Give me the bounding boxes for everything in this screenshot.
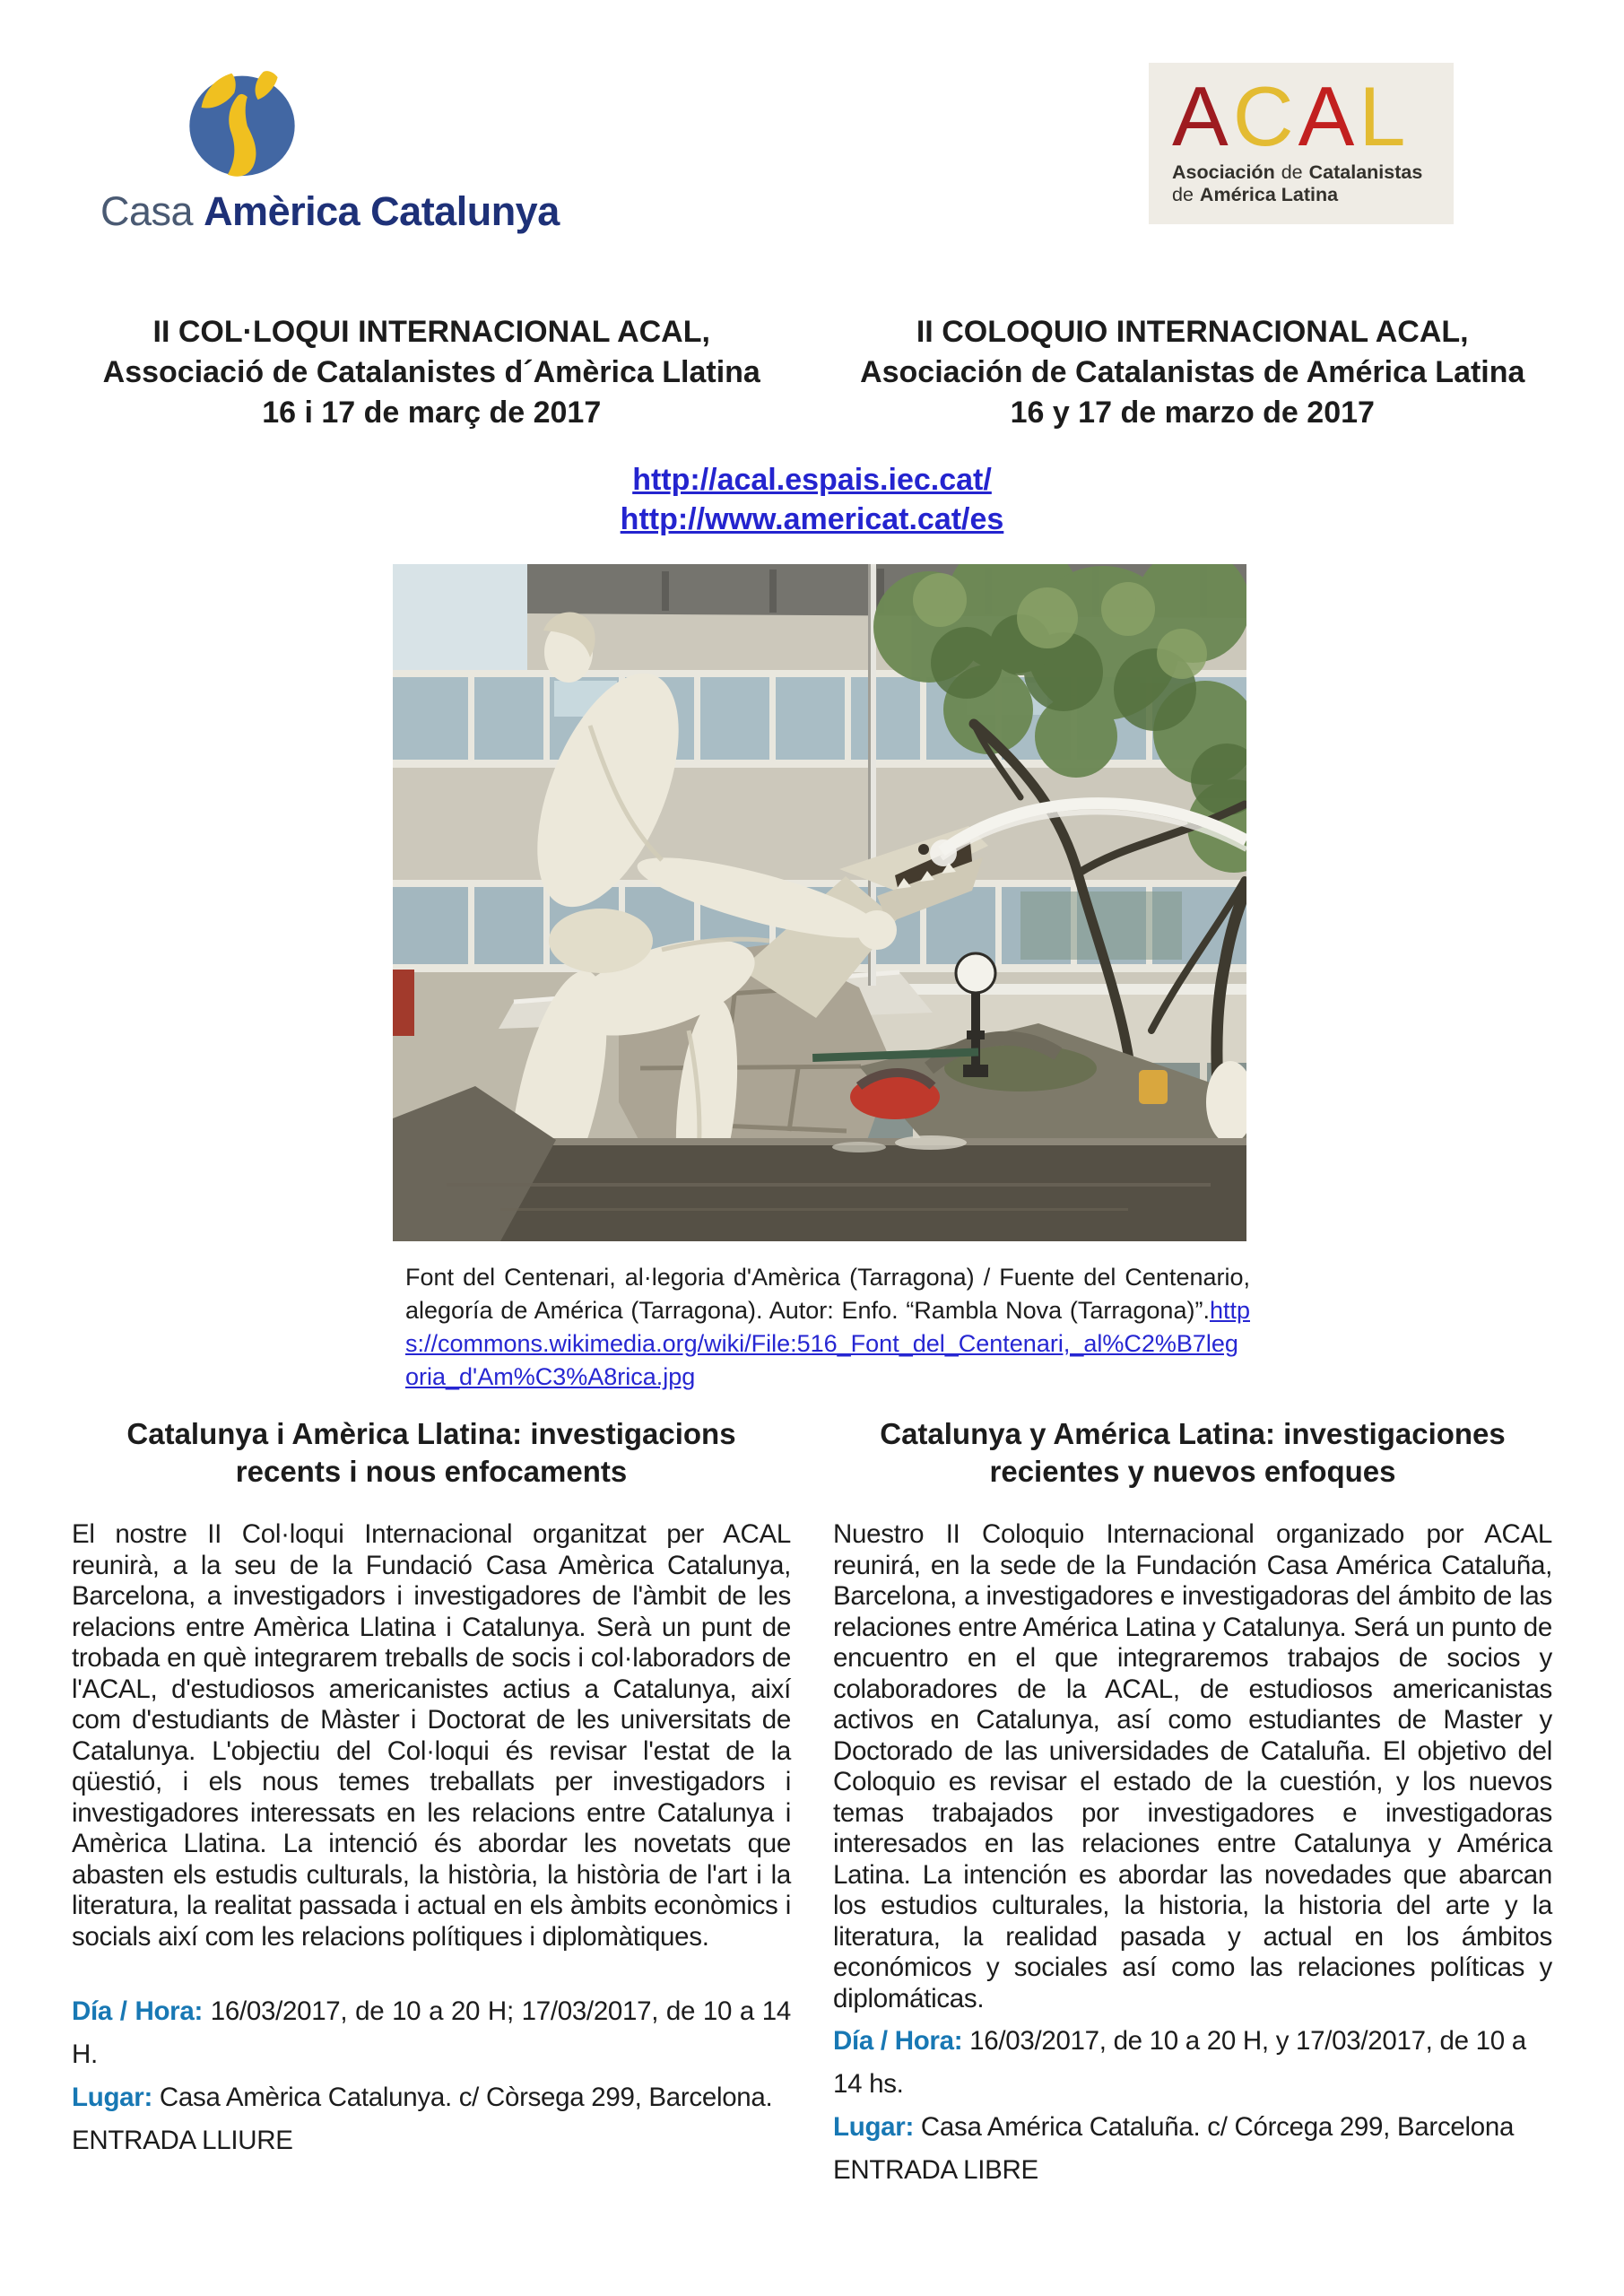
acal-subtitle-line2: de América Latina [1172, 184, 1339, 205]
section-title-spanish: Catalunya y América Latina: investigaciones recientes y nuevos enfoques [880, 1417, 1506, 1488]
place-text-ca: Casa Amèrica Catalunya. c/ Còrsega 299, Barcelona. [152, 2083, 773, 2112]
event-links [0, 460, 1624, 539]
detail-place-es [833, 2106, 1552, 2149]
place-label-ca: Lugar: [72, 2083, 152, 2112]
logos-row [0, 0, 1624, 235]
photo-caption [405, 1261, 1250, 1394]
globe-americas-icon [170, 63, 314, 181]
photo-caption-text: Font del Centenari, al·legoria d'Amèrica (Tarragona) / Fuente del Centenario, alegoría de América (Tarragona). Autor: Enfo. “Rambla Nova (Tarragona)”. [405, 1264, 1250, 1324]
event-title-spanish [833, 312, 1553, 433]
event-details-spanish [833, 2020, 1552, 2192]
event-title-row [0, 312, 1624, 433]
title-line-1-ca: II COL·LOQUI INTERNACIONAL ACAL, [152, 315, 710, 349]
event-title-catalan [72, 312, 792, 433]
title-line-3-es: 16 y 17 de marzo de 2017 [1010, 396, 1375, 430]
casa-word-bold: Amèrica Catalunya [204, 188, 560, 234]
acal-letter-a2: A [1298, 69, 1359, 163]
title-line-2-es: Asociación de Catalanistas de América Latina [860, 355, 1525, 389]
day-text-ca: 16/03/2017, de 10 a 20 H; 17/03/2017, de 10 a 14 H. [72, 1996, 791, 2069]
casa-america-catalunya-logo [100, 63, 560, 235]
detail-day-ca [72, 1990, 791, 2076]
fountain-photo-illustration [393, 564, 1246, 1241]
title-line-3-ca: 16 i 17 de març de 2017 [262, 396, 602, 430]
link-row-1 [0, 460, 1624, 500]
column-catalan [72, 1415, 791, 2192]
acal-letter-a1: A [1172, 69, 1233, 163]
entry-free-ca: ENTRADA LLIURE [72, 2126, 293, 2155]
bilingual-columns [0, 1415, 1624, 2192]
day-label-ca: Día / Hora: [72, 1996, 203, 2026]
title-line-1-es: II COLOQUIO INTERNACIONAL ACAL, [916, 315, 1469, 349]
acal-logo [1149, 63, 1454, 224]
day-text-es: 16/03/2017, de 10 a 20 H, y 17/03/2017, de 10 a 14 hs. [833, 2026, 1526, 2099]
acal-letter-l: L [1359, 69, 1411, 163]
link-americat-site[interactable]: http://www.americat.cat/es [620, 502, 1004, 536]
event-details-catalan [72, 1990, 791, 2162]
title-line-2-ca: Associació de Catalanistes d´Amèrica Llatina [102, 355, 760, 389]
section-title-catalan: Catalunya i Amèrica Llatina: investigacions recents i nous enfocaments [126, 1417, 736, 1488]
place-text-es: Casa América Cataluña. c/ Córcega 299, Barcelona [913, 2112, 1515, 2142]
body-paragraph-spanish: Nuestro II Coloquio Internacional organizado por ACAL reunirá, en la sede de la Fundación Casa América Cataluña, Barcelona, a investigadores e investigadoras del ámbito de las relaciones entre América Latina y Catalunya. Será un punto de encuentro en el que integraremos trabajos de socios y colaboradores de la ACAL, de estudiosos americanistas activos en Catalunya, así como estudiantes de Master y Doctorado de las universidades de Cataluña. El objetivo del Coloquio es revisar el estado de la cuestión, y los nuevos temas trabajados por investigadores e investigadoras interesados en las relaciones entre Catalunya y América Latina. La intención es abordar las novedades que abarcan los estudios culturales, la historia, la historia del arte y la literatura, la realidad pasada y actual en los ámbitos económicos y sociales así como las relaciones políticas y diplomáticas. [833, 1519, 1552, 2013]
detail-day-es [833, 2020, 1552, 2106]
body-paragraph-catalan: El nostre II Col·loqui Internacional organitzat per ACAL reunirà, a la seu de la Fundació Casa Amèrica Catalunya, Barcelona, a investigadors i investigadores de l'àmbit de les relacions entre Amèrica Llatina i Catalunya. Serà un punt de trobada en què integrarem treballs de socis i col·laboradors de l'ACAL, d'estudiosos americanistes actius a Catalunya, així com d'estudiants de Màster i Doctorat de les universitats de Catalunya. L'objectiu del Col·loqui és revisar l'estat de la qüestió, i els nous temes treballats per investigadors i investigadores interessats en les relacions entre Catalunya i Amèrica Llatina. La intenció és abordar les novetats que abasten els estudis culturals, la història, la història de l'art i la literatura, la realitat passada i actual en els àmbits econòmics i socials així com les relacions polítiques i diplomàtiques. [72, 1519, 791, 1952]
acal-subtitle [1172, 161, 1436, 206]
link-acal-site[interactable]: http://acal.espais.iec.cat/ [632, 463, 992, 497]
entry-free-es: ENTRADA LIBRE [833, 2155, 1038, 2185]
acal-letters [1172, 69, 1436, 163]
detail-place-ca [72, 2076, 791, 2119]
photo-caption-link[interactable]: https://commons.wikimedia.org/wiki/File:516_Font_del_Centenari,_al%C2%B7legoria_d'Am%C3%A8rica.jpg [405, 1297, 1250, 1390]
acal-letter-c: C [1232, 69, 1298, 163]
casa-america-wordmark [100, 188, 560, 235]
place-label-es: Lugar: [833, 2112, 914, 2142]
day-label-es: Día / Hora: [833, 2026, 963, 2056]
acal-subtitle-line1: Asociación de Catalanistas [1172, 161, 1423, 183]
column-spanish [833, 1415, 1552, 2192]
link-row-2 [0, 500, 1624, 539]
fountain-photo [393, 564, 1246, 1241]
casa-word-regular: Casa [100, 188, 194, 234]
